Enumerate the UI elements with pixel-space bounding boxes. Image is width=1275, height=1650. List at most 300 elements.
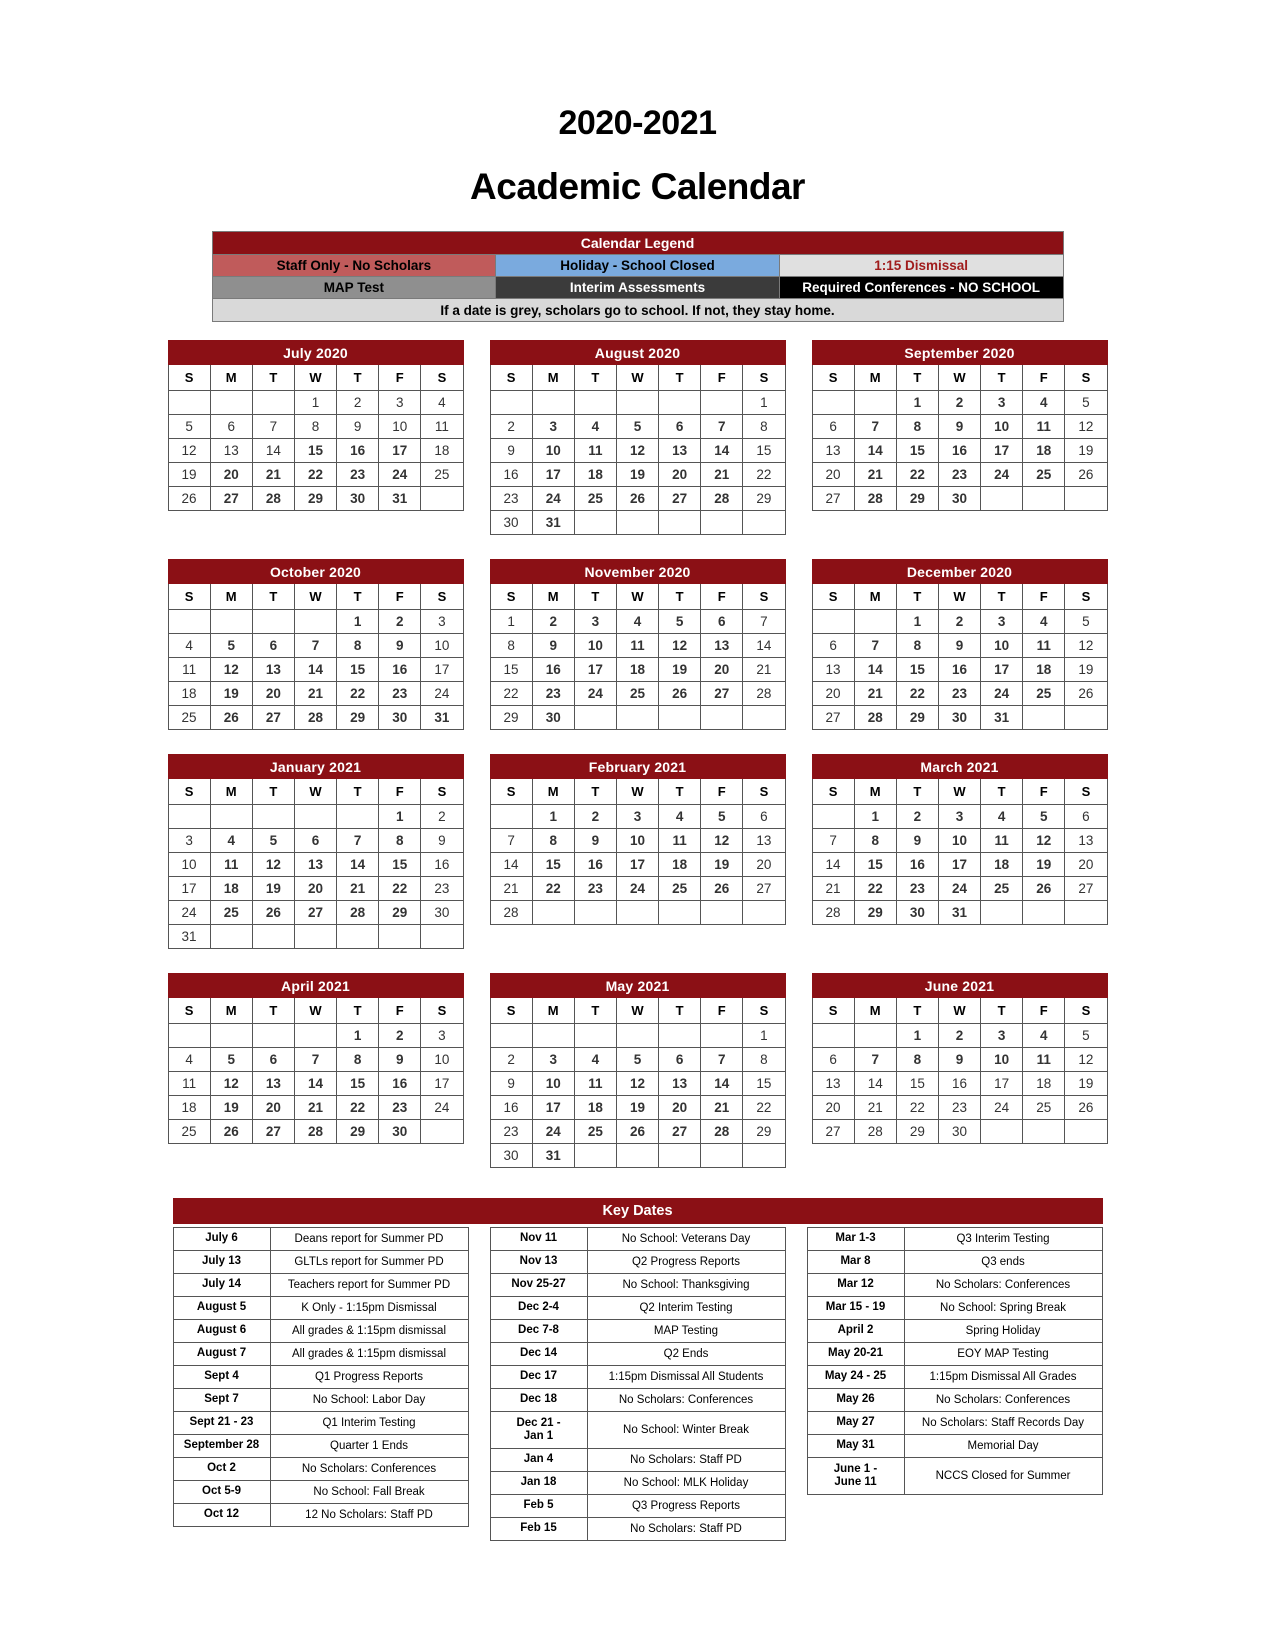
- day-cell[interactable]: 5: [701, 805, 743, 829]
- day-cell[interactable]: 11: [210, 853, 252, 877]
- day-cell[interactable]: 26: [210, 706, 252, 730]
- day-cell[interactable]: 19: [210, 682, 252, 706]
- day-cell[interactable]: 13: [252, 658, 294, 682]
- day-cell[interactable]: 27: [294, 901, 336, 925]
- day-cell[interactable]: 13: [659, 1072, 701, 1096]
- day-cell[interactable]: 29: [743, 487, 785, 511]
- day-cell[interactable]: 4: [574, 1048, 616, 1072]
- day-cell[interactable]: 2: [379, 1024, 421, 1048]
- day-cell[interactable]: 19: [1065, 439, 1107, 463]
- day-cell[interactable]: 6: [701, 610, 743, 634]
- day-cell[interactable]: 19: [252, 877, 294, 901]
- day-cell[interactable]: 23: [938, 463, 980, 487]
- day-cell[interactable]: 11: [1023, 634, 1065, 658]
- day-cell[interactable]: 10: [938, 829, 980, 853]
- day-cell[interactable]: 23: [421, 877, 463, 901]
- day-cell[interactable]: 16: [896, 853, 938, 877]
- day-cell[interactable]: 3: [421, 1024, 463, 1048]
- day-cell[interactable]: 12: [701, 829, 743, 853]
- day-cell[interactable]: 19: [1065, 658, 1107, 682]
- day-cell[interactable]: 19: [701, 853, 743, 877]
- day-cell[interactable]: 15: [337, 1072, 379, 1096]
- day-cell[interactable]: 10: [379, 415, 421, 439]
- day-cell[interactable]: 30: [938, 487, 980, 511]
- day-cell[interactable]: 30: [938, 1120, 980, 1144]
- day-cell[interactable]: 9: [574, 829, 616, 853]
- day-cell[interactable]: 4: [1023, 610, 1065, 634]
- day-cell[interactable]: 28: [701, 1120, 743, 1144]
- day-cell[interactable]: 11: [1023, 1048, 1065, 1072]
- day-cell[interactable]: 16: [574, 853, 616, 877]
- day-cell[interactable]: 28: [854, 706, 896, 730]
- day-cell[interactable]: 9: [379, 1048, 421, 1072]
- day-cell[interactable]: 30: [490, 511, 532, 535]
- day-cell[interactable]: 19: [210, 1096, 252, 1120]
- day-cell[interactable]: 27: [659, 1120, 701, 1144]
- day-cell[interactable]: 21: [854, 1096, 896, 1120]
- day-cell[interactable]: 1: [337, 1024, 379, 1048]
- day-cell[interactable]: 16: [379, 658, 421, 682]
- day-cell[interactable]: 30: [490, 1144, 532, 1168]
- day-cell[interactable]: 25: [1023, 463, 1065, 487]
- day-cell[interactable]: 5: [659, 610, 701, 634]
- day-cell[interactable]: 11: [1023, 415, 1065, 439]
- day-cell[interactable]: 6: [659, 1048, 701, 1072]
- day-cell[interactable]: 22: [490, 682, 532, 706]
- day-cell[interactable]: 20: [252, 682, 294, 706]
- day-cell[interactable]: 25: [1023, 1096, 1065, 1120]
- day-cell[interactable]: 27: [1065, 877, 1107, 901]
- day-cell[interactable]: 20: [701, 658, 743, 682]
- day-cell[interactable]: 29: [896, 487, 938, 511]
- day-cell[interactable]: 3: [616, 805, 658, 829]
- day-cell[interactable]: 22: [854, 877, 896, 901]
- day-cell[interactable]: 22: [337, 682, 379, 706]
- day-cell[interactable]: 1: [854, 805, 896, 829]
- day-cell[interactable]: 8: [896, 415, 938, 439]
- day-cell[interactable]: 24: [981, 682, 1023, 706]
- day-cell[interactable]: 7: [854, 1048, 896, 1072]
- day-cell[interactable]: 30: [379, 1120, 421, 1144]
- day-cell[interactable]: 22: [896, 682, 938, 706]
- day-cell[interactable]: 3: [379, 391, 421, 415]
- day-cell[interactable]: 27: [210, 487, 252, 511]
- day-cell[interactable]: 21: [701, 463, 743, 487]
- day-cell[interactable]: 12: [168, 439, 210, 463]
- day-cell[interactable]: 15: [896, 658, 938, 682]
- day-cell[interactable]: 18: [168, 1096, 210, 1120]
- day-cell[interactable]: 24: [379, 463, 421, 487]
- day-cell[interactable]: 2: [532, 610, 574, 634]
- day-cell[interactable]: 15: [379, 853, 421, 877]
- day-cell[interactable]: 28: [743, 682, 785, 706]
- day-cell[interactable]: 28: [294, 706, 336, 730]
- day-cell[interactable]: 27: [252, 706, 294, 730]
- day-cell[interactable]: 9: [421, 829, 463, 853]
- day-cell[interactable]: 23: [379, 1096, 421, 1120]
- day-cell[interactable]: 28: [337, 901, 379, 925]
- day-cell[interactable]: 13: [701, 634, 743, 658]
- day-cell[interactable]: 2: [490, 415, 532, 439]
- day-cell[interactable]: 16: [938, 1072, 980, 1096]
- day-cell[interactable]: 26: [210, 1120, 252, 1144]
- day-cell[interactable]: 5: [1065, 391, 1107, 415]
- day-cell[interactable]: 4: [981, 805, 1023, 829]
- day-cell[interactable]: 17: [532, 463, 574, 487]
- day-cell[interactable]: 29: [743, 1120, 785, 1144]
- day-cell[interactable]: 4: [168, 1048, 210, 1072]
- day-cell[interactable]: 5: [1065, 610, 1107, 634]
- day-cell[interactable]: 17: [981, 439, 1023, 463]
- day-cell[interactable]: 9: [938, 634, 980, 658]
- day-cell[interactable]: 3: [981, 391, 1023, 415]
- day-cell[interactable]: 11: [168, 1072, 210, 1096]
- day-cell[interactable]: 8: [337, 1048, 379, 1072]
- day-cell[interactable]: 12: [616, 439, 658, 463]
- day-cell[interactable]: 6: [659, 415, 701, 439]
- day-cell[interactable]: 3: [168, 829, 210, 853]
- day-cell[interactable]: 12: [1065, 415, 1107, 439]
- day-cell[interactable]: 4: [1023, 391, 1065, 415]
- day-cell[interactable]: 13: [210, 439, 252, 463]
- day-cell[interactable]: 11: [574, 1072, 616, 1096]
- day-cell[interactable]: 4: [421, 391, 463, 415]
- day-cell[interactable]: 29: [896, 706, 938, 730]
- day-cell[interactable]: 8: [294, 415, 336, 439]
- day-cell[interactable]: 10: [532, 1072, 574, 1096]
- day-cell[interactable]: 7: [701, 415, 743, 439]
- day-cell[interactable]: 6: [812, 1048, 854, 1072]
- day-cell[interactable]: 10: [168, 853, 210, 877]
- day-cell[interactable]: 30: [938, 706, 980, 730]
- day-cell[interactable]: 15: [854, 853, 896, 877]
- day-cell[interactable]: 17: [981, 658, 1023, 682]
- day-cell[interactable]: 1: [743, 1024, 785, 1048]
- day-cell[interactable]: 15: [743, 439, 785, 463]
- day-cell[interactable]: 13: [659, 439, 701, 463]
- day-cell[interactable]: 28: [490, 901, 532, 925]
- day-cell[interactable]: 20: [659, 463, 701, 487]
- day-cell[interactable]: 27: [252, 1120, 294, 1144]
- day-cell[interactable]: 13: [812, 1072, 854, 1096]
- day-cell[interactable]: 9: [532, 634, 574, 658]
- day-cell[interactable]: 14: [490, 853, 532, 877]
- day-cell[interactable]: 17: [532, 1096, 574, 1120]
- day-cell[interactable]: 9: [490, 439, 532, 463]
- day-cell[interactable]: 15: [743, 1072, 785, 1096]
- day-cell[interactable]: 19: [616, 463, 658, 487]
- day-cell[interactable]: 30: [421, 901, 463, 925]
- day-cell[interactable]: 6: [294, 829, 336, 853]
- day-cell[interactable]: 17: [616, 853, 658, 877]
- day-cell[interactable]: 21: [701, 1096, 743, 1120]
- day-cell[interactable]: 15: [896, 1072, 938, 1096]
- day-cell[interactable]: 1: [337, 610, 379, 634]
- day-cell[interactable]: 9: [938, 415, 980, 439]
- day-cell[interactable]: 18: [981, 853, 1023, 877]
- day-cell[interactable]: 24: [532, 487, 574, 511]
- day-cell[interactable]: 31: [532, 1144, 574, 1168]
- day-cell[interactable]: 31: [168, 925, 210, 949]
- day-cell[interactable]: 21: [337, 877, 379, 901]
- day-cell[interactable]: 14: [854, 658, 896, 682]
- day-cell[interactable]: 7: [294, 1048, 336, 1072]
- day-cell[interactable]: 10: [981, 1048, 1023, 1072]
- day-cell[interactable]: 25: [421, 463, 463, 487]
- day-cell[interactable]: 20: [659, 1096, 701, 1120]
- day-cell[interactable]: 14: [812, 853, 854, 877]
- day-cell[interactable]: 29: [896, 1120, 938, 1144]
- day-cell[interactable]: 29: [337, 1120, 379, 1144]
- day-cell[interactable]: 5: [1023, 805, 1065, 829]
- day-cell[interactable]: 26: [1023, 877, 1065, 901]
- day-cell[interactable]: 23: [574, 877, 616, 901]
- day-cell[interactable]: 25: [574, 1120, 616, 1144]
- day-cell[interactable]: 5: [210, 1048, 252, 1072]
- day-cell[interactable]: 20: [252, 1096, 294, 1120]
- day-cell[interactable]: 12: [210, 658, 252, 682]
- day-cell[interactable]: 24: [616, 877, 658, 901]
- day-cell[interactable]: 8: [896, 1048, 938, 1072]
- day-cell[interactable]: 30: [896, 901, 938, 925]
- day-cell[interactable]: 19: [1065, 1072, 1107, 1096]
- day-cell[interactable]: 9: [896, 829, 938, 853]
- day-cell[interactable]: 21: [854, 463, 896, 487]
- day-cell[interactable]: 16: [490, 1096, 532, 1120]
- day-cell[interactable]: 16: [421, 853, 463, 877]
- day-cell[interactable]: 1: [379, 805, 421, 829]
- day-cell[interactable]: 18: [659, 853, 701, 877]
- day-cell[interactable]: 18: [574, 1096, 616, 1120]
- day-cell[interactable]: 16: [532, 658, 574, 682]
- day-cell[interactable]: 24: [981, 1096, 1023, 1120]
- day-cell[interactable]: 14: [701, 1072, 743, 1096]
- day-cell[interactable]: 13: [1065, 829, 1107, 853]
- day-cell[interactable]: 15: [294, 439, 336, 463]
- day-cell[interactable]: 3: [574, 610, 616, 634]
- day-cell[interactable]: 27: [812, 487, 854, 511]
- day-cell[interactable]: 15: [896, 439, 938, 463]
- day-cell[interactable]: 9: [490, 1072, 532, 1096]
- day-cell[interactable]: 23: [938, 682, 980, 706]
- day-cell[interactable]: 20: [294, 877, 336, 901]
- day-cell[interactable]: 14: [294, 1072, 336, 1096]
- day-cell[interactable]: 19: [659, 658, 701, 682]
- day-cell[interactable]: 7: [743, 610, 785, 634]
- day-cell[interactable]: 24: [168, 901, 210, 925]
- day-cell[interactable]: 7: [252, 415, 294, 439]
- day-cell[interactable]: 8: [490, 634, 532, 658]
- day-cell[interactable]: 6: [812, 634, 854, 658]
- day-cell[interactable]: 26: [252, 901, 294, 925]
- day-cell[interactable]: 19: [168, 463, 210, 487]
- day-cell[interactable]: 16: [337, 439, 379, 463]
- day-cell[interactable]: 18: [421, 439, 463, 463]
- day-cell[interactable]: 13: [294, 853, 336, 877]
- day-cell[interactable]: 27: [701, 682, 743, 706]
- day-cell[interactable]: 7: [854, 634, 896, 658]
- day-cell[interactable]: 19: [1023, 853, 1065, 877]
- day-cell[interactable]: 2: [421, 805, 463, 829]
- day-cell[interactable]: 2: [574, 805, 616, 829]
- day-cell[interactable]: 19: [616, 1096, 658, 1120]
- day-cell[interactable]: 21: [490, 877, 532, 901]
- day-cell[interactable]: 4: [574, 415, 616, 439]
- day-cell[interactable]: 5: [1065, 1024, 1107, 1048]
- day-cell[interactable]: 10: [616, 829, 658, 853]
- day-cell[interactable]: 11: [574, 439, 616, 463]
- day-cell[interactable]: 10: [981, 415, 1023, 439]
- day-cell[interactable]: 11: [616, 634, 658, 658]
- day-cell[interactable]: 17: [981, 1072, 1023, 1096]
- day-cell[interactable]: 21: [252, 463, 294, 487]
- day-cell[interactable]: 30: [532, 706, 574, 730]
- day-cell[interactable]: 26: [701, 877, 743, 901]
- day-cell[interactable]: 15: [490, 658, 532, 682]
- day-cell[interactable]: 24: [421, 1096, 463, 1120]
- day-cell[interactable]: 31: [938, 901, 980, 925]
- day-cell[interactable]: 27: [659, 487, 701, 511]
- day-cell[interactable]: 20: [812, 682, 854, 706]
- day-cell[interactable]: 6: [210, 415, 252, 439]
- day-cell[interactable]: 8: [337, 634, 379, 658]
- day-cell[interactable]: 28: [854, 487, 896, 511]
- day-cell[interactable]: 14: [701, 439, 743, 463]
- day-cell[interactable]: 10: [421, 634, 463, 658]
- day-cell[interactable]: 14: [294, 658, 336, 682]
- day-cell[interactable]: 23: [938, 1096, 980, 1120]
- day-cell[interactable]: 1: [896, 1024, 938, 1048]
- day-cell[interactable]: 10: [421, 1048, 463, 1072]
- day-cell[interactable]: 7: [490, 829, 532, 853]
- day-cell[interactable]: 5: [252, 829, 294, 853]
- day-cell[interactable]: 23: [337, 463, 379, 487]
- day-cell[interactable]: 2: [896, 805, 938, 829]
- day-cell[interactable]: 29: [379, 901, 421, 925]
- day-cell[interactable]: 26: [616, 1120, 658, 1144]
- day-cell[interactable]: 27: [812, 1120, 854, 1144]
- day-cell[interactable]: 8: [743, 415, 785, 439]
- day-cell[interactable]: 18: [574, 463, 616, 487]
- day-cell[interactable]: 20: [812, 463, 854, 487]
- day-cell[interactable]: 29: [294, 487, 336, 511]
- day-cell[interactable]: 1: [743, 391, 785, 415]
- day-cell[interactable]: 17: [379, 439, 421, 463]
- day-cell[interactable]: 26: [1065, 682, 1107, 706]
- day-cell[interactable]: 27: [812, 706, 854, 730]
- day-cell[interactable]: 4: [1023, 1024, 1065, 1048]
- day-cell[interactable]: 16: [938, 658, 980, 682]
- day-cell[interactable]: 14: [854, 1072, 896, 1096]
- day-cell[interactable]: 22: [896, 463, 938, 487]
- day-cell[interactable]: 2: [337, 391, 379, 415]
- day-cell[interactable]: 25: [981, 877, 1023, 901]
- day-cell[interactable]: 22: [896, 1096, 938, 1120]
- day-cell[interactable]: 21: [294, 682, 336, 706]
- day-cell[interactable]: 1: [896, 610, 938, 634]
- day-cell[interactable]: 4: [659, 805, 701, 829]
- day-cell[interactable]: 26: [168, 487, 210, 511]
- day-cell[interactable]: 17: [574, 658, 616, 682]
- day-cell[interactable]: 15: [532, 853, 574, 877]
- day-cell[interactable]: 12: [1023, 829, 1065, 853]
- day-cell[interactable]: 9: [938, 1048, 980, 1072]
- day-cell[interactable]: 4: [210, 829, 252, 853]
- day-cell[interactable]: 28: [252, 487, 294, 511]
- day-cell[interactable]: 14: [337, 853, 379, 877]
- day-cell[interactable]: 6: [1065, 805, 1107, 829]
- day-cell[interactable]: 22: [294, 463, 336, 487]
- day-cell[interactable]: 26: [659, 682, 701, 706]
- day-cell[interactable]: 28: [294, 1120, 336, 1144]
- day-cell[interactable]: 16: [379, 1072, 421, 1096]
- day-cell[interactable]: 2: [490, 1048, 532, 1072]
- day-cell[interactable]: 11: [659, 829, 701, 853]
- day-cell[interactable]: 23: [896, 877, 938, 901]
- day-cell[interactable]: 17: [421, 658, 463, 682]
- day-cell[interactable]: 24: [532, 1120, 574, 1144]
- day-cell[interactable]: 8: [854, 829, 896, 853]
- day-cell[interactable]: 22: [743, 1096, 785, 1120]
- day-cell[interactable]: 31: [532, 511, 574, 535]
- day-cell[interactable]: 8: [896, 634, 938, 658]
- day-cell[interactable]: 3: [981, 1024, 1023, 1048]
- day-cell[interactable]: 3: [532, 1048, 574, 1072]
- day-cell[interactable]: 25: [210, 901, 252, 925]
- day-cell[interactable]: 1: [490, 610, 532, 634]
- day-cell[interactable]: 25: [616, 682, 658, 706]
- day-cell[interactable]: 31: [421, 706, 463, 730]
- day-cell[interactable]: 5: [616, 415, 658, 439]
- day-cell[interactable]: 24: [574, 682, 616, 706]
- day-cell[interactable]: 18: [616, 658, 658, 682]
- day-cell[interactable]: 3: [532, 415, 574, 439]
- day-cell[interactable]: 12: [1065, 1048, 1107, 1072]
- day-cell[interactable]: 21: [743, 658, 785, 682]
- day-cell[interactable]: 28: [812, 901, 854, 925]
- day-cell[interactable]: 11: [168, 658, 210, 682]
- day-cell[interactable]: 1: [896, 391, 938, 415]
- day-cell[interactable]: 13: [743, 829, 785, 853]
- day-cell[interactable]: 29: [337, 706, 379, 730]
- day-cell[interactable]: 20: [743, 853, 785, 877]
- day-cell[interactable]: 4: [616, 610, 658, 634]
- day-cell[interactable]: 2: [938, 391, 980, 415]
- day-cell[interactable]: 10: [574, 634, 616, 658]
- day-cell[interactable]: 20: [812, 1096, 854, 1120]
- day-cell[interactable]: 3: [938, 805, 980, 829]
- day-cell[interactable]: 8: [743, 1048, 785, 1072]
- day-cell[interactable]: 10: [981, 634, 1023, 658]
- day-cell[interactable]: 9: [337, 415, 379, 439]
- day-cell[interactable]: 14: [743, 634, 785, 658]
- day-cell[interactable]: 24: [938, 877, 980, 901]
- day-cell[interactable]: 12: [616, 1072, 658, 1096]
- day-cell[interactable]: 23: [490, 1120, 532, 1144]
- day-cell[interactable]: 10: [532, 439, 574, 463]
- day-cell[interactable]: 27: [743, 877, 785, 901]
- day-cell[interactable]: 3: [981, 610, 1023, 634]
- day-cell[interactable]: 23: [379, 682, 421, 706]
- day-cell[interactable]: 30: [337, 487, 379, 511]
- day-cell[interactable]: 18: [168, 682, 210, 706]
- day-cell[interactable]: 29: [854, 901, 896, 925]
- day-cell[interactable]: 28: [701, 487, 743, 511]
- day-cell[interactable]: 4: [168, 634, 210, 658]
- day-cell[interactable]: 21: [294, 1096, 336, 1120]
- day-cell[interactable]: 6: [252, 634, 294, 658]
- day-cell[interactable]: 21: [854, 682, 896, 706]
